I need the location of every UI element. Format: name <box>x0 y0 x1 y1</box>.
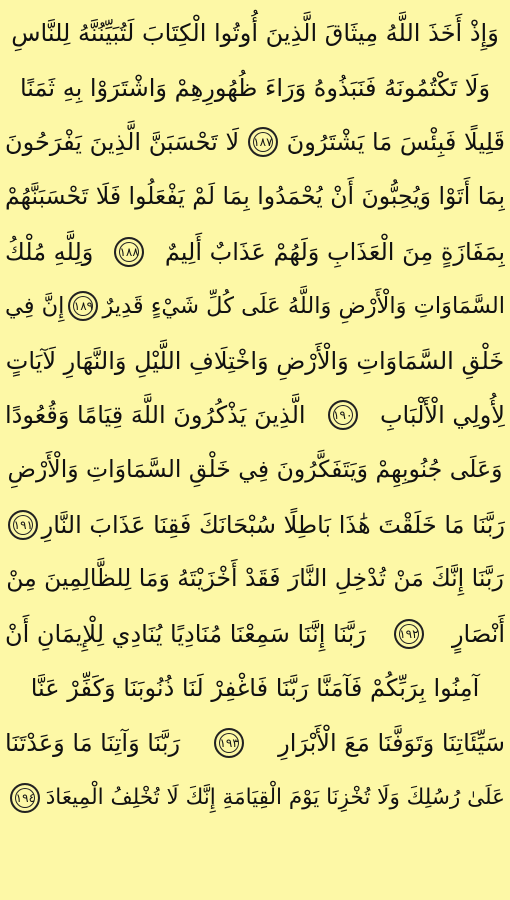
verse-line <box>5 388 505 443</box>
verse-text: وَإِذْ أَخَذَ اللَّهُ مِيثَاقَ الَّذِينَ أُوتُوا الْكِتَابَ لَتُبَيِّنُنَّهُ لِلنَّاسِ <box>11 19 499 48</box>
verse-text: لَا تَحْسَبَنَّ الَّذِينَ يَفْرَحُونَ <box>5 128 240 157</box>
ayah-number-marker: ١٩٠ <box>328 400 358 430</box>
verse-line <box>5 770 505 825</box>
ayah-number-marker: ١٨٩ <box>68 291 98 321</box>
ayah-number-marker: ١٨٧ <box>248 127 278 157</box>
verse-text: سَيِّئَاتِنَا وَتَوَفَّنَا مَعَ الْأَبْرَارِ <box>278 729 505 758</box>
ayah-number-marker: ١٩٤ <box>10 783 40 813</box>
verse-text: إِنَّ فِي <box>5 293 65 320</box>
verse-text: وَلِلَّهِ مُلْكُ <box>5 237 94 266</box>
ayah-number-marker: ١٨٨ <box>114 237 144 267</box>
verse-text: الَّذِينَ يَذْكُرُونَ اللَّهَ قِيَامًا وَقُعُودًا <box>5 401 306 430</box>
verse-text: بِمَا أَتَوْا وَيُحِبُّونَ أَنْ يُحْمَدُوا بِمَا لَمْ يَفْعَلُوا فَلَا تَحْسَبَنَّهُمْ <box>5 182 505 211</box>
verse-line <box>5 61 505 116</box>
verse-text: رَبَّنَا إِنَّنَا سَمِعْنَا مُنَادِيًا يُنَادِي لِلْإِيمَانِ أَنْ <box>5 619 366 648</box>
verse-line <box>5 334 505 389</box>
verse-line <box>5 279 505 334</box>
verse-line <box>5 115 505 170</box>
verse-line <box>5 443 505 498</box>
verse-text: لِأُولِي الْأَلْبَابِ <box>379 401 505 430</box>
verse-text: قَلِيلًا فَبِئْسَ مَا يَشْتَرُونَ <box>286 128 505 157</box>
verse-line <box>5 170 505 225</box>
verse-text: آمِنُوا بِرَبِّكُمْ فَآمَنَّا رَبَّنَا فَاغْفِرْ لَنَا ذُنُوبَنَا وَكَفِّرْ عَنَّا <box>30 674 480 703</box>
verse-text: وَلَا تَكْتُمُونَهُ فَنَبَذُوهُ وَرَاءَ ظُهُورِهِمْ وَاشْتَرَوْا بِهِ ثَمَنًا <box>19 73 491 102</box>
verse-text: رَبَّنَا مَا خَلَقْتَ هَٰذَا بَاطِلًا سُبْحَانَكَ فَقِنَا عَذَابَ النَّارِ <box>41 510 505 539</box>
ayah-number-marker: ١٩٢ <box>394 619 424 649</box>
verse-text: وَعَلَى جُنُوبِهِمْ وَيَتَفَكَّرُونَ فِي خَلْقِ السَّمَاوَاتِ وَالْأَرْضِ <box>7 455 503 484</box>
ayah-number-marker: ١٩١ <box>8 510 38 540</box>
verse-line <box>5 716 505 771</box>
verse-line <box>5 497 505 552</box>
verse-line <box>5 661 505 716</box>
verse-text: خَلْقِ السَّمَاوَاتِ وَالْأَرْضِ وَاخْتِلَافِ اللَّيْلِ وَالنَّهَارِ لَآيَاتٍ <box>5 346 505 375</box>
ayah-number-marker: ١٩٣ <box>214 728 244 758</box>
verse-text: بِمَفَازَةٍ مِنَ الْعَذَابِ وَلَهُمْ عَذَابٌ أَلِيمٌ <box>164 237 505 266</box>
verse-line <box>5 607 505 662</box>
verse-line <box>5 224 505 279</box>
verse-line <box>5 6 505 61</box>
verse-text: عَلَىٰ رُسُلِكَ وَلَا تُخْزِنَا يَوْمَ الْقِيَامَةِ إِنَّكَ لَا تُخْلِفُ الْمِيعَادَ <box>45 784 505 810</box>
verse-text: أَنْصَارٍ <box>451 619 505 648</box>
verse-text: رَبَّنَا وَآتِنَا مَا وَعَدْتَنَا <box>5 729 181 758</box>
verse-text: السَّمَاوَاتِ وَالْأَرْضِ وَاللَّهُ عَلَى كُلِّ شَيْءٍ قَدِيرٌ <box>102 293 505 320</box>
verse-text: رَبَّنَا إِنَّكَ مَنْ تُدْخِلِ النَّارَ فَقَدْ أَخْزَيْتَهُ وَمَا لِلظَّالِمِينَ مِنْ <box>6 564 504 593</box>
verse-line <box>5 552 505 607</box>
